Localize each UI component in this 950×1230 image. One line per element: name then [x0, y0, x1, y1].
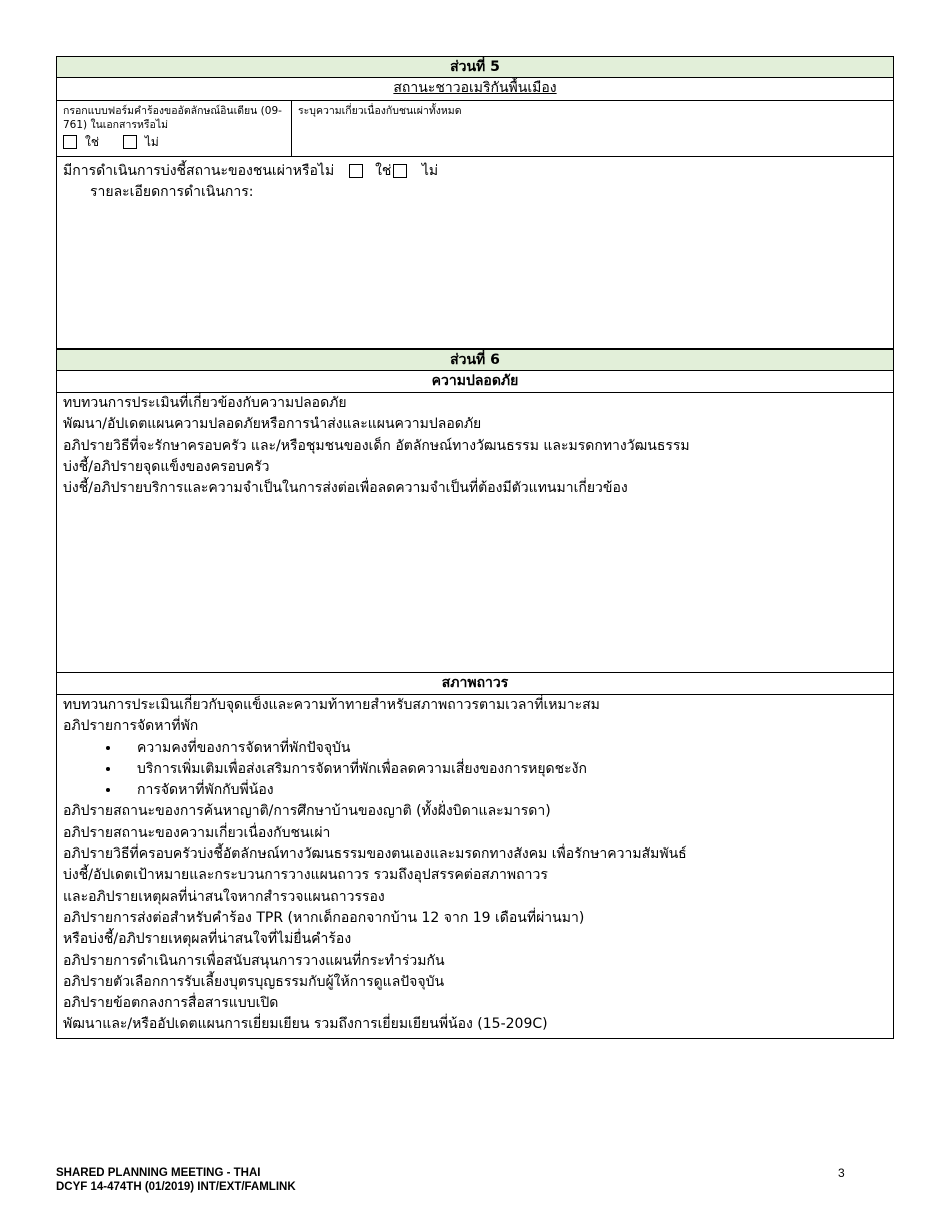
permanency-heading: สภาพถาวร [57, 673, 893, 695]
action-details-label: รายละเอียดการดำเนินการ: [90, 184, 254, 201]
safety-line: อภิปรายวิธีที่จะรักษาครอบครัว และ/หรือชุมชนของเด็ก อัตลักษณ์ทางวัฒนธรรม และมรดกทางวัฒนธรรม [63, 437, 690, 454]
permanency-line: อภิปรายการดำเนินการเพื่อสนับสนุนการวางแผนที่กระทำร่วมกัน [63, 952, 445, 969]
placement-bullet-list [63, 738, 887, 802]
placement-bullet-item: • บริการเพิ่มเติมเพื่อส่งเสริมการจัดหาที่พักเพื่อลดความเสี่ยงของการหยุดชะงัก [121, 759, 887, 780]
section-6-title: ส่วนที่ 6 [57, 350, 893, 371]
safety-line: พัฒนา/อัปเดตแผนความปลอดภัยหรือการนำส่งและแผนความปลอดภัย [63, 416, 482, 433]
permanency-line: อภิปรายสถานะของความเกี่ยวเนื่องกับชนเผ่า [63, 824, 331, 841]
permanency-line: พัฒนาและ/หรืออัปเดตแผนการเยี่ยมเยียน รวมถึงการเยี่ยมเยียนพี่น้อง (15-209C) [63, 1016, 548, 1033]
section-6 [56, 349, 894, 1039]
tribal-status-no-label: ไม่ [421, 163, 439, 179]
permanency-line: และอภิปรายเหตุผลที่น่าสนใจหากสำรวจแผนถาวรรอง [63, 888, 385, 905]
tribal-affiliation-cell[interactable] [292, 101, 893, 156]
footer-form-title: SHARED PLANNING MEETING - THAI [56, 1167, 261, 1179]
permanency-line: ทบทวนการประเมินเกี่ยวกับจุดแข็งและความท้าทายสำหรับสภาพถาวรตามเวลาที่เหมาะสม [63, 697, 600, 713]
safety-line: บ่งชี้/อภิปรายบริการและความจำเป็นในการส่งต่อเพื่อลดความจำเป็นที่ต้องมีตัวแทนมาเกี่ยวข้อง [63, 480, 628, 497]
permanency-line: อภิปรายวิธีที่ครอบครัวบ่งชี้อัตลักษณ์ทางวัฒนธรรมของตนเองและมรดกทางสังคม เพื่อรักษาความสัมพันธ์ [63, 846, 687, 863]
safety-line: บ่งชี้/อภิปรายจุดแข็งของครอบครัว [63, 458, 270, 475]
permanency-line: อภิปรายข้อตกลงการสื่อสารแบบเปิด [63, 995, 279, 1012]
tribal-status-block[interactable] [57, 157, 893, 349]
identity-form-options [63, 135, 285, 149]
identity-form-yes-label: ใช่ [85, 135, 100, 149]
identity-form-row [57, 101, 893, 157]
form-page [56, 56, 894, 1039]
footer-form-number: DCYF 14-474TH (01/2019) INT/EXT/FAMLINK [56, 1181, 296, 1193]
permanency-line: หรือบ่งชี้/อภิปรายเหตุผลที่น่าสนใจที่ไม่ยื่นคำร้อง [63, 931, 352, 948]
permanency-line: อภิปรายการส่งต่อสำหรับคำร้อง TPR (หากเด็กออกจากบ้าน 12 จาก 19 เดือนที่ผ่านมา) [63, 909, 585, 926]
permanency-line: อภิปรายการจัดหาที่พัก [63, 718, 199, 735]
permanency-line: บ่งชี้/อัปเดตเป้าหมายและกระบวนการวางแผนถาวร รวมถึงอุปสรรคต่อสภาพถาวร [63, 867, 548, 884]
tribal-status-no-checkbox[interactable] [393, 164, 407, 178]
safety-block[interactable] [57, 393, 893, 673]
identity-form-cell [57, 101, 292, 156]
tribal-affiliation-label: ระบุความเกี่ยวเนื่องกับชนเผ่าทั้งหมด [298, 105, 462, 117]
tribal-status-yes-checkbox[interactable] [349, 164, 363, 178]
section-5 [56, 56, 894, 349]
safety-line: ทบทวนการประเมินที่เกี่ยวข้องกับความปลอดภัย [63, 395, 347, 411]
native-american-status-heading: สถานะชาวอเมริกันพื้นเมือง [57, 78, 893, 101]
identity-form-yes-checkbox[interactable] [63, 135, 77, 149]
section-5-title: ส่วนที่ 5 [57, 57, 893, 78]
permanency-block[interactable] [57, 695, 893, 1039]
placement-bullet-item: • การจัดหาที่พักกับพี่น้อง [121, 780, 887, 801]
tribal-status-question: มีการดำเนินการบ่งชี้สถานะของชนเผ่าหรือไม่ [63, 163, 335, 179]
identity-form-question: กรอกแบบฟอร์มคำร้องขออัตลักษณ์อินเดียน (09-761) ในเอกสารหรือไม่ [63, 105, 282, 131]
identity-form-no-checkbox[interactable] [123, 135, 137, 149]
safety-heading: ความปลอดภัย [57, 371, 893, 393]
identity-form-no-label: ไม่ [144, 135, 159, 149]
tribal-status-question-line [63, 161, 887, 182]
placement-bullet-item: • ความคงที่ของการจัดหาที่พักปัจจุบัน [121, 738, 887, 759]
permanency-line: อภิปรายตัวเลือกการรับเลี้ยงบุตรบุญธรรมกับผู้ให้การดูแลปัจจุบัน [63, 973, 445, 990]
form-footer [56, 1166, 296, 1194]
permanency-line: อภิปรายสถานะของการค้นหาญาติ/การศึกษาบ้านของญาติ (ทั้งฝั่งบิดาและมารดา) [63, 803, 551, 820]
tribal-status-yes-label: ใช่ [375, 163, 392, 179]
page-number: 3 [838, 1166, 845, 1180]
